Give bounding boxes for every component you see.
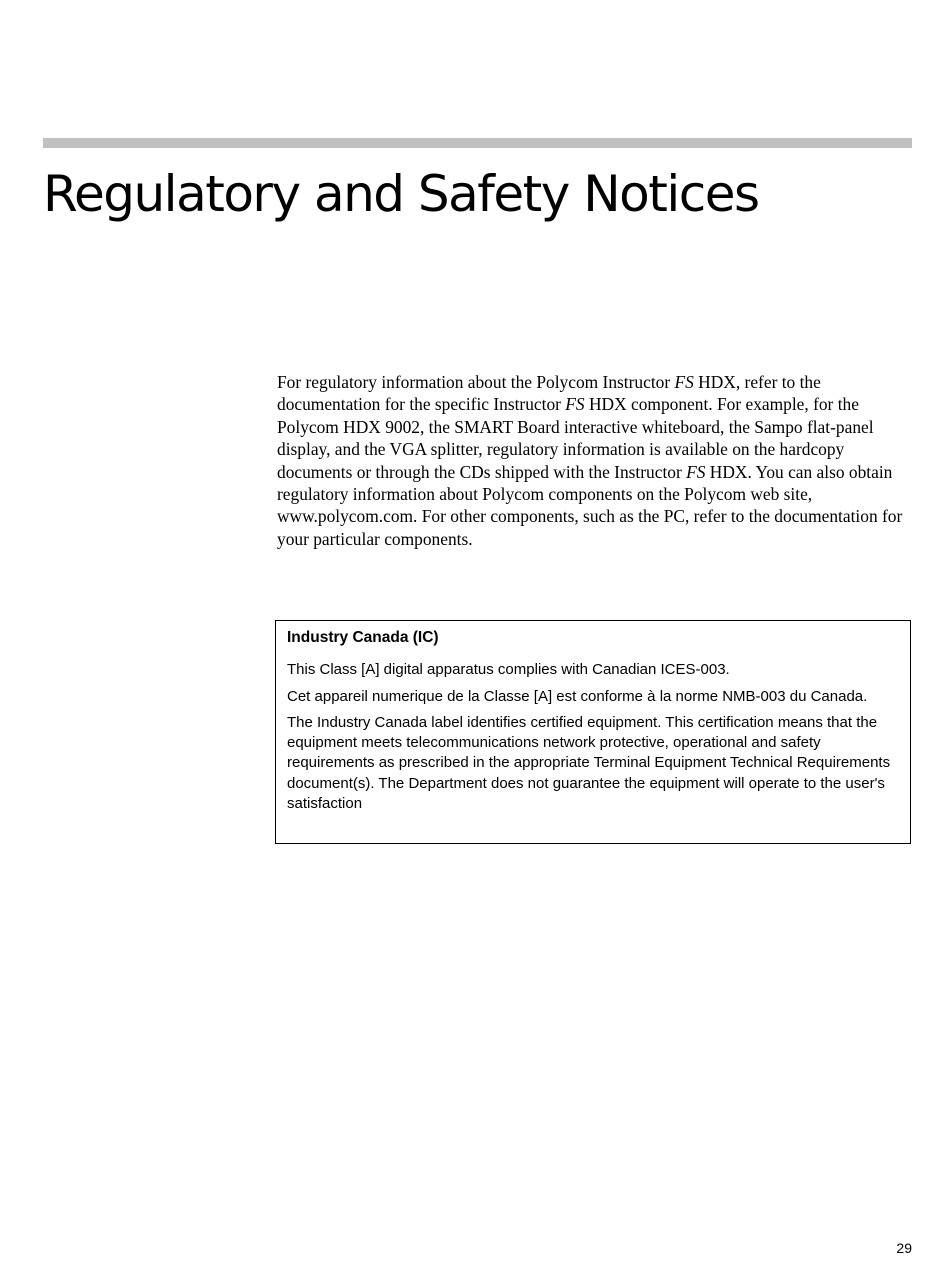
industry-canada-notice [275, 620, 911, 844]
intro-text-3: HDX component. For example, for the Polycom HDX 9002, the SMART Board interactive whiteboard, the Sampo flat-panel display, and the VGA splitter, regulatory information is available on the hardcopy documents or through the CDs shipped with the Instructor [277, 394, 874, 482]
intro-fs-2: FS [565, 394, 585, 415]
intro-fs-3: FS [686, 461, 706, 482]
page-number: 29 [896, 1240, 912, 1256]
notice-paragraph-label: The Industry Canada label identifies certified equipment. This certification means that the equipment meets telecommunications network protective, operational and safety requirements as prescribed in the appropriate Terminal Equipment Technical Requirements document(s). The Department does not guarantee the equipment will operate to the user's satisfaction [287, 713, 891, 813]
intro-text-2: HDX, refer to the documentation for the specific Instructor [277, 372, 821, 415]
notice-heading: Industry Canada (IC) [287, 629, 439, 646]
intro-text-1: For regulatory information about the Polycom Instructor [277, 372, 675, 392]
page-title: Regulatory and Safety Notices [43, 165, 759, 223]
intro-text-4: HDX. You can also obtain regulatory information about Polycom components on the Polycom web site, www.polycom.com. For other components, such as the PC, refer to the documentation for your particular components. [277, 461, 903, 549]
header-rule [43, 138, 912, 148]
intro-fs-1: FS [674, 372, 694, 392]
notice-paragraph-compliance: This Class [A] digital apparatus complies with Canadian ICES-003. [287, 661, 730, 679]
intro-paragraph [277, 371, 917, 550]
notice-paragraph-french: Cet appareil numerique de la Classe [A] est conforme à la norme NMB-003 du Canada. [287, 687, 868, 705]
